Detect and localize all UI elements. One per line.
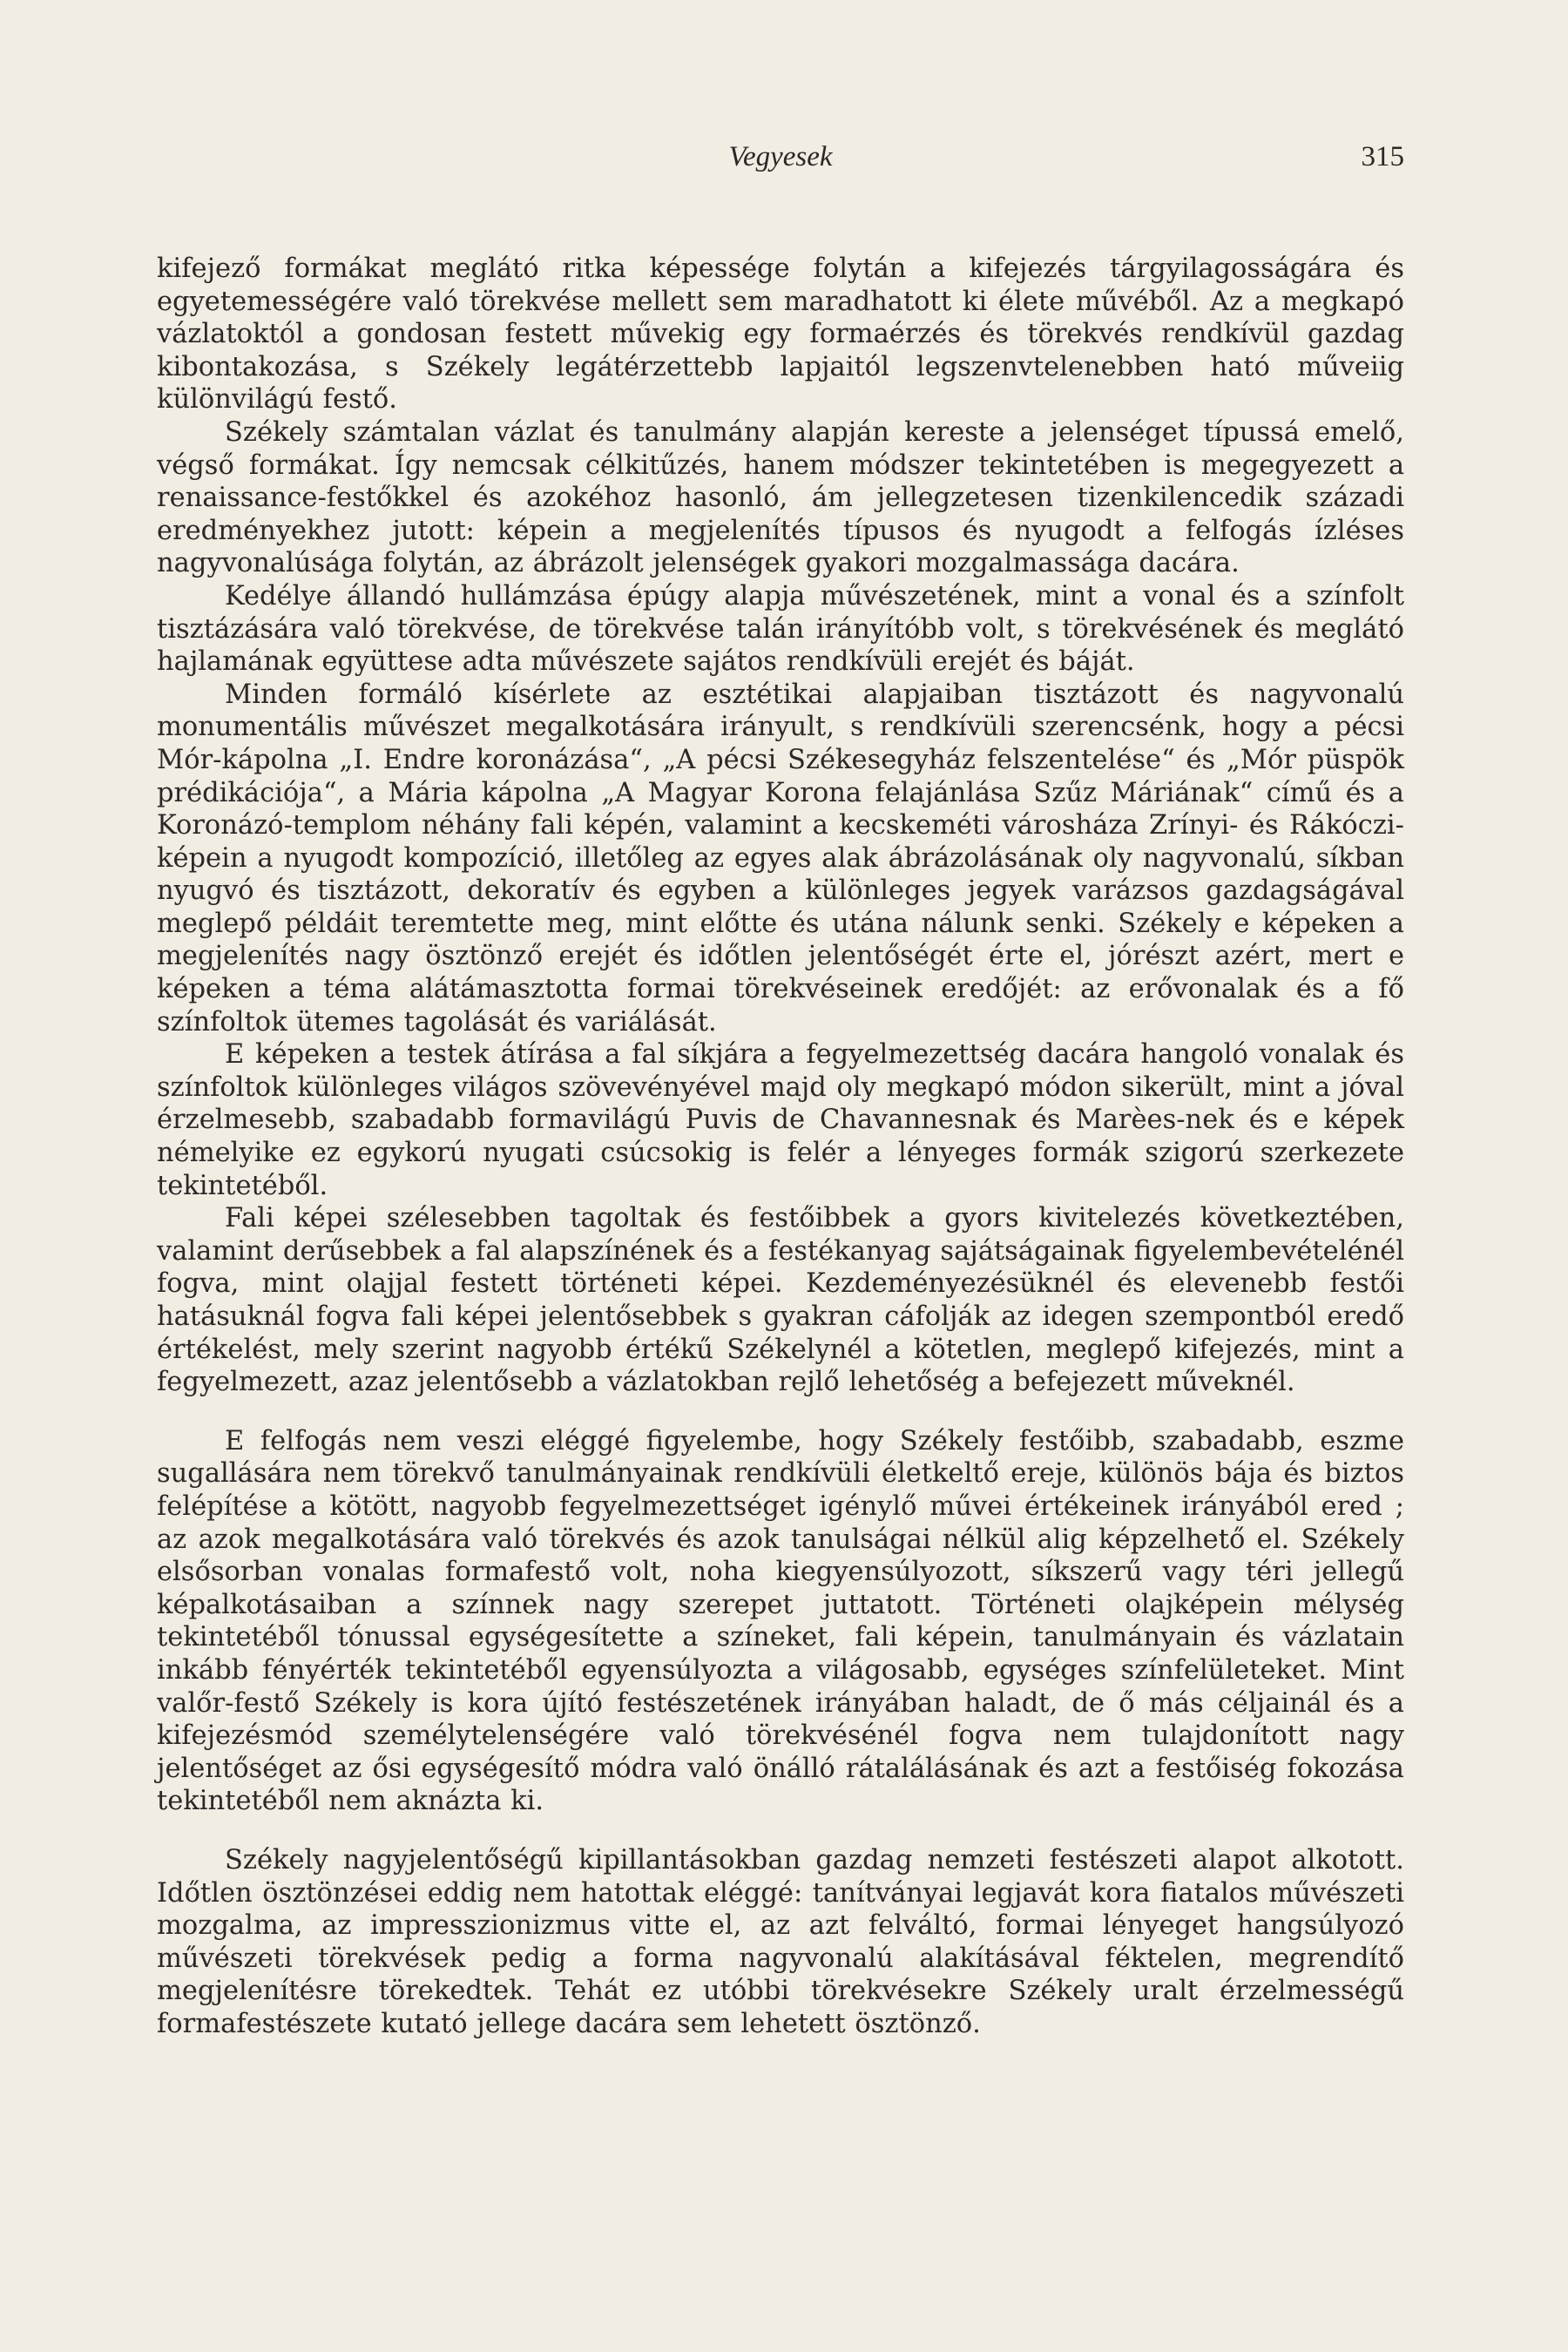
paragraph: Minden formáló kísérlete az esztétikai alapjaiban tisztázott és nagyvonalú monumentális művészet megalkotására irányult, s rendkívüli szerencsénk, hogy a pécsi Mór-kápolna „I. Endre koronázása“, „A pécsi Székesegyház felszentelése“ és „Mór püspök prédikációja“, a Mária kápolna „A Magyar Korona felajánlása Szűz Máriának“ című és a Koronázó-templom néhány fali képén, valamint a kecskeméti városháza Zrínyi- és Rákóczi-képein a nyugodt kompozíció, illetőleg az egyes alak ábrázolásának oly nagyvonalú, síkban nyugvó és tisztázott, dekoratív és egyben a különleges jegyek varázsos gazdagságával meglepő példáit teremtette meg, mint előtte és utána nálunk senki. Székely e képeken a megjelenítés nagy ösztönző erejét és időtlen jelentőségét érte el, jórészt azért, mert e képeken a téma alátámasztotta formai törekvéseinek eredőjét: az erővonalak és a fő színfoltok ütemes tagolását és variálását. xyxy=(157,679,1404,1037)
paragraph: Fali képei szélesebben tagoltak és festőibbek a gyors kivitelezés következtében, valamint derűsebbek a fal alapszínének és a festékanyag sajátságainak figyelembevételénél fogva, mint olajjal festett történeti képei. Kezdeményezésüknél és elevenebb festői hatásuknál fogva fali képei jelentősebbek s gyakran cáfolják az idegen szempontból eredő értékelést, mely szerint nagyobb értékű Székelynél a kötetlen, meglepő kifejezés, mint a fegyelmezett, azaz jelentősebb a vázlatokban rejlő lehetőség a befejezett műveknél. xyxy=(157,1203,1404,1398)
paragraph: Székely számtalan vázlat és tanulmány alapján kereste a jelenséget típussá emelő, végső formákat. Így nemcsak célkitűzés, hanem módszer tekintetében is megegyezett a renaissance-festőkkel és azokéhoz hasonló, ám jellegzetesen tizenkilencedik századi eredményekhez jutott: képein a megjelenítés típusos és nyugodt a felfogás ízléses nagyvonalúsága folytán, az ábrázolt jelenségek gyakori mozgalmassága dacára. xyxy=(157,416,1404,579)
page-header xyxy=(157,138,1404,176)
paragraph: kifejező formákat meglátó ritka képessége folytán a kifejezés tárgyilagosságára és egyetemességére való törekvése mellett sem maradhatott ki élete művéből. Az a megkapó vázlatoktól a gondosan festett művekig egy formaérzés és törekvés rendkívül gazdag kibontakozása, s Székely legátérzettebb lapjaitól legszenvtelenebben ható műveiig különvilágú festő. xyxy=(157,253,1404,416)
paragraph: E képeken a testek átírása a fal síkjára a fegyelmezettség dacára hangoló vonalak és színfoltok különleges világos szövevényével majd oly megkapó módon sikerült, mint a jóval érzelmesebb, szabadabb formavilágú Puvis de Chavannesnak és Marèes-nek és e képek némelyike ez egykorú nyugati csúcsokig is felér a lényeges formák szigorú szerkezete tekintetéből. xyxy=(157,1039,1404,1201)
paragraph: Kedélye állandó hullámzása épúgy alapja művészetének, mint a vonal és a színfolt tisztázására való törekvése, de törekvése talán irányítóbb volt, s törekvésének és meglátó hajlamának együttese adta művészete sajátos rendkívüli erejét és báját. xyxy=(157,580,1404,678)
body-text xyxy=(157,253,1404,2040)
page-number: 315 xyxy=(1361,141,1404,172)
running-head: Vegyesek xyxy=(728,141,833,172)
paragraph: E felfogás nem veszi eléggé figyelembe, hogy Székely festőibb, szabadabb, eszme sugallására nem törekvő tanulmányainak rendkívüli életkeltő ereje, különös bája és biztos felépítése a kötött, nagyobb fegyelmezettséget igénylő művei értékeinek irányából ered ; az azok megalkotására való törekvés és azok tanulságai nélkül alig képzelhető el. Székely elsősorban vonalas formafestő volt, noha kiegyensúlyozott, síkszerű vagy téri jellegű képalkotásaiban a színnek nagy szerepet juttatott. Történeti olajképein mélység tekintetéből tónussal egységesítette a színeket, fali képein, tanulmányain és vázlatain inkább fényérték tekintetéből egyensúlyozta a világosabb, egységes színfelületeket. Mint valőr-festő Székely is kora újító festészetének irányában haladt, de ő más céljainál és a kifejezésmód személytelenségére való törekvésénél fogva nem tulajdonított nagy jelentőséget az ősi egységesítő módra való önálló rátalálásának és azt a festőiség fokozása tekintetéből nem aknázta ki. xyxy=(157,1425,1404,1817)
paragraph: Székely nagyjelentőségű kipillantásokban gazdag nemzeti festészeti alapot alkotott. Időtlen ösztönzései eddig nem hatottak eléggé: tanítványai legjavát kora fiatalos művészeti mozgalma, az impresszionizmus vitte el, az azt felváltó, formai lényeget hangsúlyozó művészeti törekvések pedig a forma nagyvonalú alakításával féktelen, megrendítő megjelenítésre törekedtek. Tehát ez utóbbi törekvésekre Székely uralt érzelmességű formafestészete kutató jellege dacára sem lehetett ösztönző. xyxy=(157,1844,1404,2039)
